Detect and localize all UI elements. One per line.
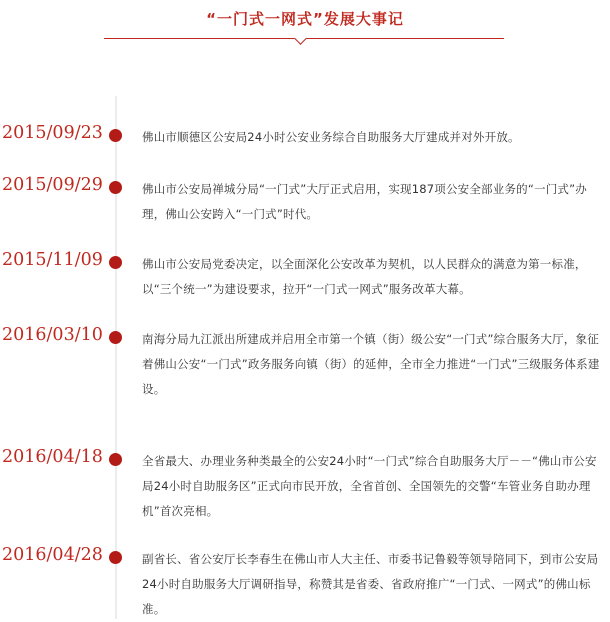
event-date: 2015/09/29 bbox=[2, 175, 103, 195]
timeline-dot-icon bbox=[109, 331, 122, 344]
timeline-dot-icon bbox=[109, 551, 122, 564]
event-date: 2016/04/28 bbox=[2, 545, 103, 565]
event-description: 佛山市公安局禅城分局“一门式”大厅正式启用，实现187项公安全部业务的“一门式”办理，佛山公安跨入“一门式”时代。 bbox=[142, 182, 587, 221]
event-date: 2015/09/23 bbox=[2, 123, 103, 143]
timeline-dot-icon bbox=[109, 181, 122, 194]
page-title: “一门式一网式”发展大事记 bbox=[206, 10, 404, 28]
event-date: 2016/04/18 bbox=[2, 447, 103, 467]
event-date: 2015/11/09 bbox=[2, 250, 103, 270]
event-description: 佛山市公安局党委决定，以全面深化公安改革为契机，以人民群众的满意为第一标准，以“三个统一”为建设要求，拉开“一门式一网式”服务改革大幕。 bbox=[142, 257, 587, 296]
title-underline-notch bbox=[294, 32, 307, 45]
event-description: 副省长、省公安厅长李春生在佛山市人大主任、市委书记鲁毅等领导陪同下，到市公安局24小时自助服务大厅调研指导，称赞其是省委、省政府推广“一门式、一网式”的佛山标准。 bbox=[142, 552, 599, 616]
timeline-dot-icon bbox=[109, 129, 122, 142]
event-date: 2016/03/10 bbox=[2, 325, 103, 345]
timeline-axis bbox=[115, 96, 117, 619]
event-description: 南海分局九江派出所建成并启用全市第一个镇（街）级公安“一门式”综合服务大厅，象征着佛山公安“一门式”政务服务向镇（街）的延伸，全市全力推进“一门式”三级服务体系建设。 bbox=[142, 332, 600, 396]
timeline-dot-icon bbox=[109, 453, 122, 466]
timeline-dot-icon bbox=[109, 256, 122, 269]
event-description: 全省最大、办理业务种类最全的公安24小时“一门式”综合自助服务大厅－－“佛山市公安局24小时自助服务区”正式向市民开放，全省首创、全国领先的交警“车管业务自助办理机”首次亮相。 bbox=[142, 454, 597, 518]
event-description: 佛山市顺德区公安局24小时公安业务综合自助服务大厅建成并对外开放。 bbox=[142, 130, 520, 144]
